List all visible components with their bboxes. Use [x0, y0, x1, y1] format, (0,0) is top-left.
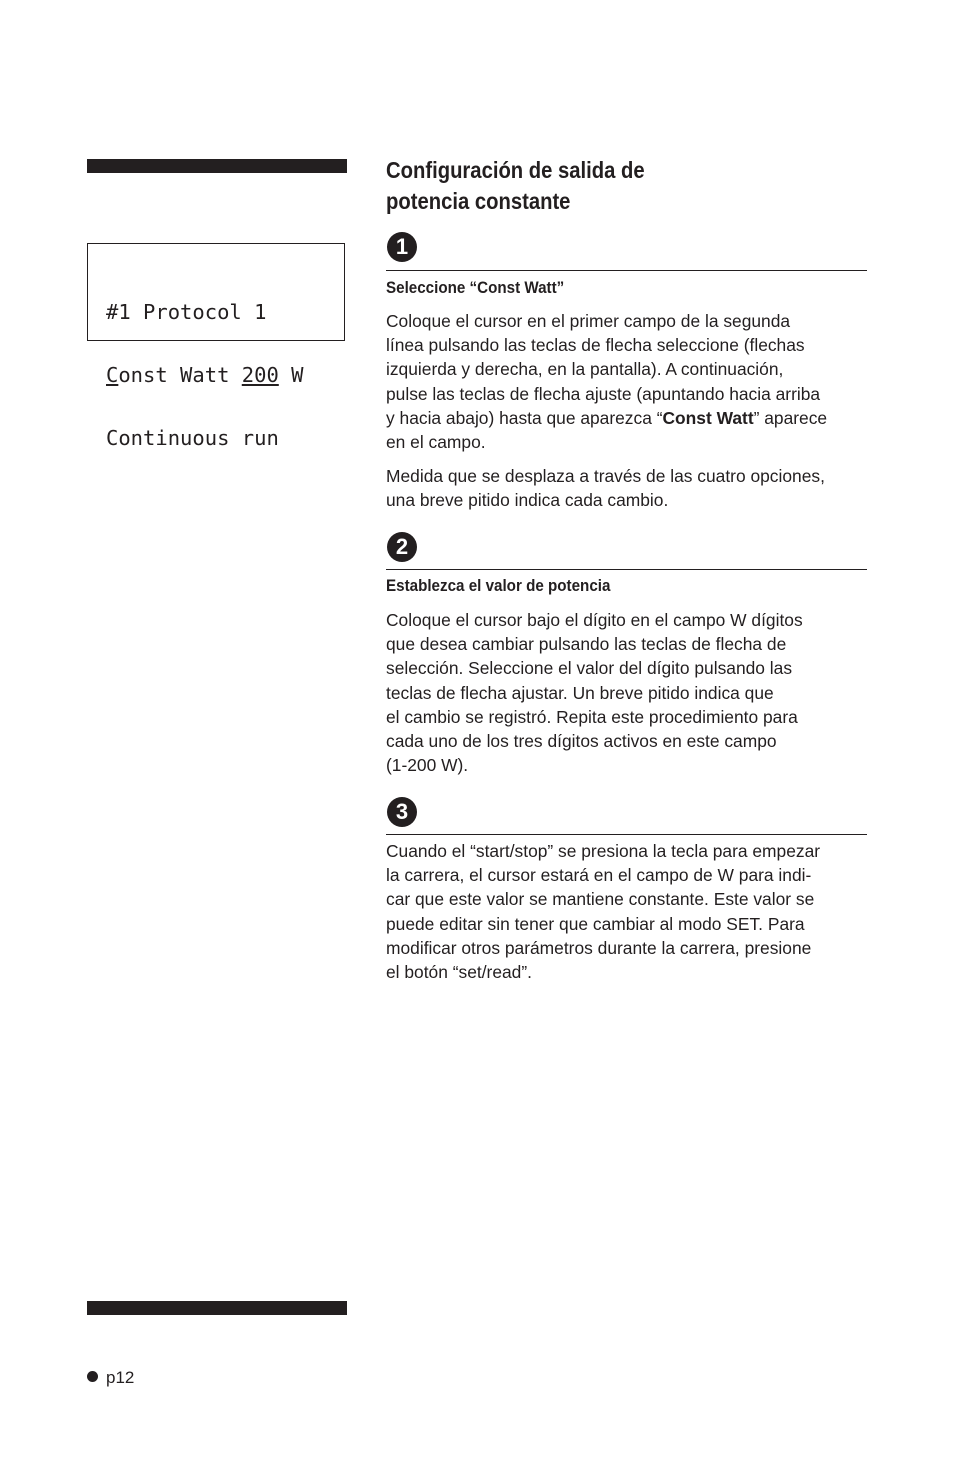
text-line: Cuando el “start/stop” se presiona la tecla para empezar: [386, 841, 821, 861]
step-1-paragraph-2: [386, 464, 867, 512]
text-line: puede editar sin tener que cambiar al modo SET. Para: [386, 913, 805, 934]
step-1-number-icon: 1: [387, 232, 417, 262]
step-3-paragraph: [386, 839, 867, 984]
lcd-mode-text: onst Watt: [118, 363, 242, 387]
step-2-rule: [386, 569, 867, 570]
text-line: en el campo.: [386, 432, 486, 453]
text-line: pulse las teclas de flecha ajuste (apuntando hacia arriba: [386, 383, 821, 404]
top-decorative-bar: [87, 159, 347, 173]
text-line: selección. Seleccione el valor del dígito pulsando las: [386, 658, 793, 679]
lcd-line-1: #1 Protocol 1: [106, 300, 267, 324]
text-line: Medida que se desplaza a través de las cuatro opciones,: [386, 466, 825, 486]
lcd-line-3: Continuous run: [106, 426, 279, 450]
text-run: ” aparece: [753, 407, 828, 428]
text-line: cada uno de los tres dígitos activos en este campo: [386, 731, 777, 752]
text-line: la carrera, el cursor estará en el campo de W para indi-: [386, 865, 812, 886]
lcd-text: [106, 260, 303, 491]
text-line: el botón “set/read”.: [386, 962, 532, 983]
text-line: izquierda y derecha, en la pantalla). A continuación,: [386, 359, 784, 380]
text-line: el cambio se registró. Repita este procedimiento para: [386, 706, 798, 727]
text-line: Coloque el cursor en el primer campo de la segunda: [386, 311, 791, 331]
lcd-watt-value: 200: [241, 363, 279, 387]
section-title: [386, 155, 808, 217]
step-1-paragraph-1: [386, 309, 867, 454]
step-2-heading: Establezca el valor de potencia: [386, 577, 611, 595]
page-number: p12: [106, 1368, 135, 1387]
lcd-line-2: [106, 365, 303, 386]
text-line: car que este valor se mantiene constante. Este valor se: [386, 889, 815, 910]
text-line: que desea cambiar pulsando las teclas de flecha de: [386, 634, 787, 655]
text-line: modificar otros parámetros durante la carrera, presione: [386, 937, 812, 958]
step-1-rule: [386, 270, 867, 271]
page-footer: [87, 1367, 134, 1389]
step-2-number-icon: 2: [387, 532, 417, 562]
section-title-line-1: Configuración de salida de: [386, 157, 645, 183]
text-line: Coloque el cursor bajo el dígito en el campo W dígitos: [386, 610, 803, 630]
lcd-watt-unit: W: [278, 363, 304, 387]
text-line: línea pulsando las teclas de flecha seleccione (flechas: [386, 335, 805, 356]
text-run: y hacia abajo) hasta que aparezca “: [386, 407, 663, 428]
lcd-display: [87, 243, 345, 450]
const-watt-emphasis: Const Watt: [662, 407, 754, 428]
text-line: teclas de flecha ajustar. Un breve pitido indica que: [386, 682, 774, 703]
step-3-number-icon: 3: [387, 797, 417, 827]
step-2-paragraph: [386, 608, 867, 777]
text-line: [386, 406, 867, 430]
bullet-icon: [87, 1371, 98, 1382]
text-line: (1-200 W).: [386, 755, 469, 776]
step-3-rule: [386, 834, 867, 835]
step-1-heading: Seleccione “Const Watt”: [386, 279, 565, 297]
section-title-line-2: potencia constante: [386, 188, 571, 214]
text-line: una breve pitido indica cada cambio.: [386, 490, 669, 511]
bottom-decorative-bar: [87, 1301, 347, 1315]
lcd-cursor-char: C: [106, 363, 119, 387]
